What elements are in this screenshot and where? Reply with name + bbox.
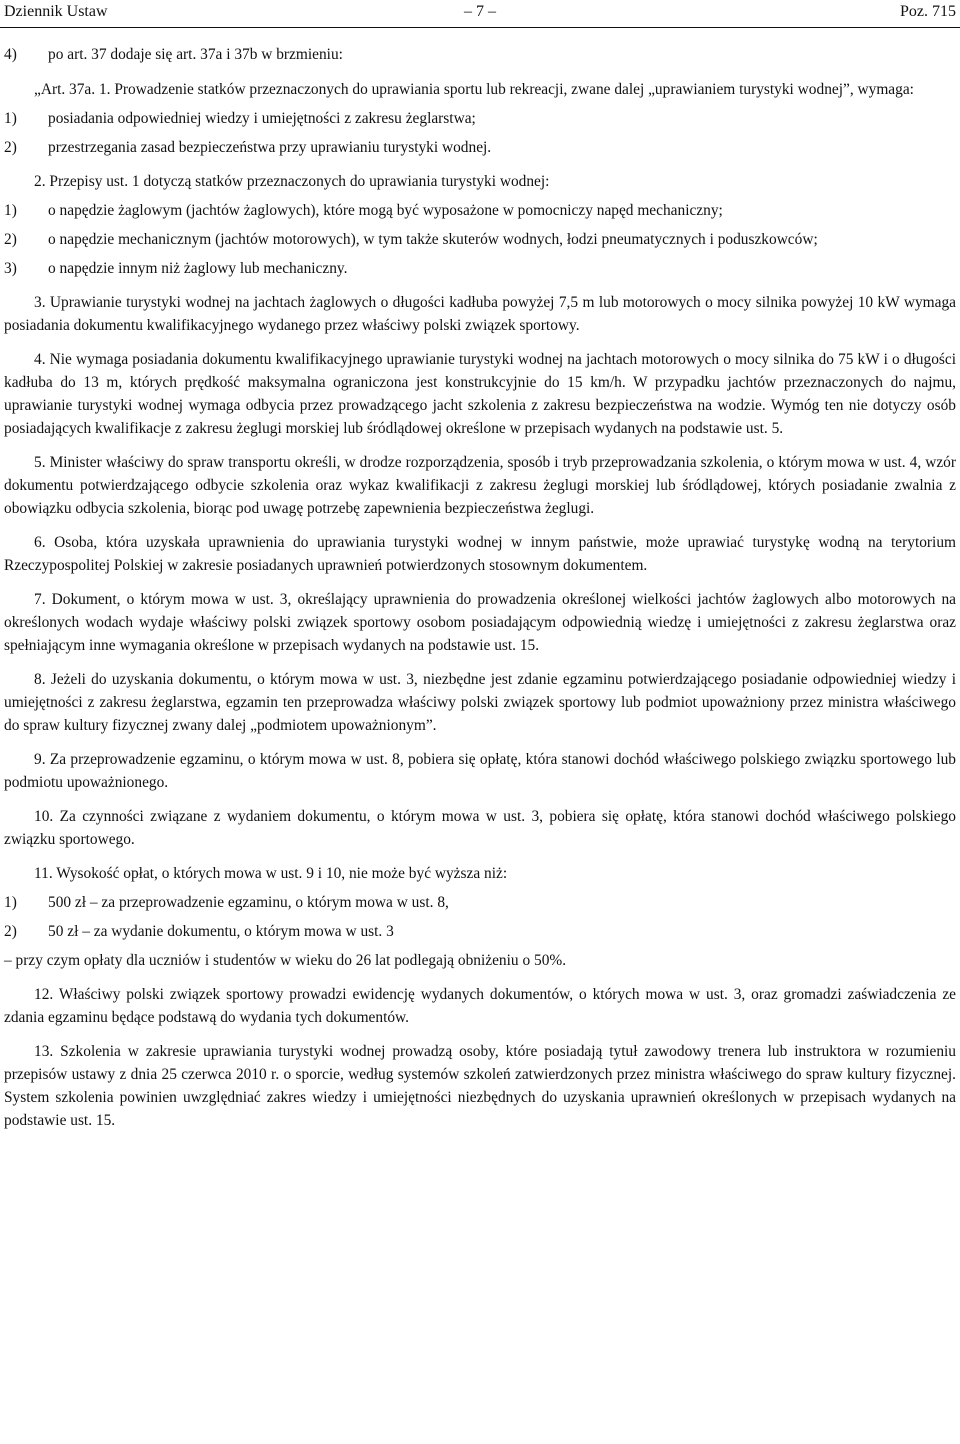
ust-7-text: 7. Dokument, o którym mowa w ust. 3, określający uprawnienia do prowadzenia określonej wielkości jachtów żaglowych albo motorowych na określonych wodach wydaje właściwy polski związek sportowy osobom posiadającym odpowiednią wiedzę i umiejętności z zakresu żeglarstwa oraz spełniającym inne wymagania określone w przepisach wydanych na podstawie ust. 15. bbox=[4, 591, 956, 654]
item-text: o napędzie żaglowym (jachtów żaglowych), które mogą być wyposażone w pomocniczy napęd mechaniczny; bbox=[48, 202, 723, 219]
ust-4-text: 4. Nie wymaga posiadania dokumentu kwalifikacyjnego uprawianie turystyki wodnej na jachtach motorowych o mocy silnika do 75 kW i o długości kadłuba do 13 m, których prędkość maksymalna ograniczona jest konstrukcyjnie do 15 km/h. W przypadku jachtów przeznaczonych do najmu, uprawianie turystyki wodnej wymaga odbycia przez prowadzącego jacht szkolenia z zakresu bezpieczeństwa na wodzie. Wymóg ten nie dotyczy osób posiadających kwalifikacje z zakresu żeglugi morskiej lub śródlądowej określone w przepisach wydanych na podstawie ust. 5. bbox=[4, 351, 956, 437]
ust-1-text: „Art. 37a. 1. Prowadzenie statków przeznaczonych do uprawiania sportu lub rekreacji, zwane dalej „uprawianiem turystyki wodnej”, wymaga: bbox=[34, 81, 914, 98]
item-number: 1) bbox=[4, 202, 17, 219]
journal-title: Dziennik Ustaw bbox=[4, 3, 108, 20]
ust-3-text: 3. Uprawianie turystyki wodnej na jachtach żaglowych o długości kadłuba powyżej 7,5 m lub motorowych o mocy silnika powyżej 10 kW wymaga posiadania dokumentu kwalifikacyjnego wydanego przez właściwy polski związek sportowy. bbox=[4, 294, 956, 334]
ust-11-text: 11. Wysokość opłat, o których mowa w ust. 9 i 10, nie może być wyższa niż: bbox=[34, 865, 508, 882]
ust-8-text: 8. Jeżeli do uzyskania dokumentu, o którym mowa w ust. 3, niezbędne jest zdanie egzaminu potwierdzającego posiadanie odpowiedniej wiedzy i umiejętności z zakresu żeglarstwa, egzamin ten przeprowadza właściwy polski związek sportowy lub podmiot upoważniony przez ministra właściwego do spraw kultury fizycznej zwany dalej „podmiotem upoważnionym”. bbox=[4, 671, 956, 734]
article-37a bbox=[4, 78, 956, 1132]
ust-11-item bbox=[4, 920, 956, 943]
ust-6-text: 6. Osoba, która uzyskała uprawnienia do uprawiania turystyki wodnej w innym państwie, może uprawiać turystykę wodną na terytorium Rzeczypospolitej Polskiej w zakresie posiadanych uprawnień potwierdzonych stosownym dokumentem. bbox=[4, 534, 956, 574]
position-number: Poz. 715 bbox=[900, 3, 956, 20]
item-number: 3) bbox=[4, 260, 17, 277]
item-text: przestrzegania zasad bezpieczeństwa przy uprawianiu turystyki wodnej. bbox=[48, 139, 492, 156]
ust-2-item bbox=[4, 199, 956, 222]
ust-12-text: 12. Właściwy polski związek sportowy prowadzi ewidencję wydanych dokumentów, o których mowa w ust. 3, oraz gromadzi zaświadczenia ze zdania egzaminu będące podstawą do wydania tych dokumentów. bbox=[4, 986, 956, 1026]
ust-11-item bbox=[4, 891, 956, 914]
ust-11-closing: – przy czym opłaty dla uczniów i studentów w wieku do 26 lat podlegają obniżeniu o 50%. bbox=[4, 952, 567, 969]
item-text: posiadania odpowiedniej wiedzy i umiejętności z zakresu żeglarstwa; bbox=[48, 110, 476, 127]
ust-2-item bbox=[4, 257, 956, 280]
item-number: 1) bbox=[4, 110, 17, 127]
page-header bbox=[0, 0, 960, 28]
item-text: o napędzie mechanicznym (jachtów motorowych), w tym także skuterów wodnych, łodzi pneumatycznych i poduszkowców; bbox=[48, 231, 818, 248]
ust-1-item bbox=[4, 107, 956, 130]
item-text: 50 zł – za wydanie dokumentu, o którym mowa w ust. 3 bbox=[48, 923, 394, 940]
ust-10-text: 10. Za czynności związane z wydaniem dokumentu, o którym mowa w ust. 3, pobiera się opłatę, która stanowi dochód właściwego polskiego związku sportowego. bbox=[4, 808, 956, 848]
ust-9-text: 9. Za przeprowadzenie egzaminu, o którym mowa w ust. 8, pobiera się opłatę, która stanowi dochód właściwego polskiego związku sportowego lub podmiotu upoważnionego. bbox=[4, 751, 956, 791]
ust-5-text: 5. Minister właściwy do spraw transportu określi, w drodze rozporządzenia, sposób i tryb przeprowadzania szkolenia, o którym mowa w ust. 4, wzór dokumentu potwierdzającego odbycie szkolenia oraz wykaz kwalifikacji z zakresu żeglugi morskiej lub śródlądowej, których posiadanie zwalnia z obowiązku odbycia szkolenia, biorąc pod uwagę potrzebę zapewnienia bezpieczeństwa żeglugi. bbox=[4, 454, 956, 517]
item-number: 1) bbox=[4, 894, 17, 911]
item-number: 2) bbox=[4, 139, 17, 156]
ust-1-item bbox=[4, 136, 956, 159]
ust-13-text: 13. Szkolenia w zakresie uprawiania turystyki wodnej prowadzą osoby, które posiadają tytuł zawodowy trenera lub instruktora w rozumieniu przepisów ustawy z dnia 25 czerwca 2010 r. o sporcie, według systemów szkoleń zatwierdzonych przez ministra właściwego do spraw kultury fizycznej. System szkolenia powinien uwzględniać zakres wiedzy i umiejętności niezbędnych do uzyskania uprawnień określonych w przepisach wydanych na podstawie ust. 15. bbox=[4, 1043, 956, 1129]
ust-2-item bbox=[4, 228, 956, 251]
item-number: 2) bbox=[4, 923, 17, 940]
amendment-point bbox=[4, 43, 956, 66]
page-number: – 7 – bbox=[464, 3, 496, 20]
amendment-marker: 4) bbox=[4, 46, 17, 63]
item-number: 2) bbox=[4, 231, 17, 248]
item-text: 500 zł – za przeprowadzenie egzaminu, o którym mowa w ust. 8, bbox=[48, 894, 449, 911]
amendment-intro-text: po art. 37 dodaje się art. 37a i 37b w brzmieniu: bbox=[48, 46, 343, 63]
item-text: o napędzie innym niż żaglowy lub mechaniczny. bbox=[48, 260, 348, 277]
ust-2-text: 2. Przepisy ust. 1 dotyczą statków przeznaczonych do uprawiania turystyki wodnej: bbox=[34, 173, 550, 190]
